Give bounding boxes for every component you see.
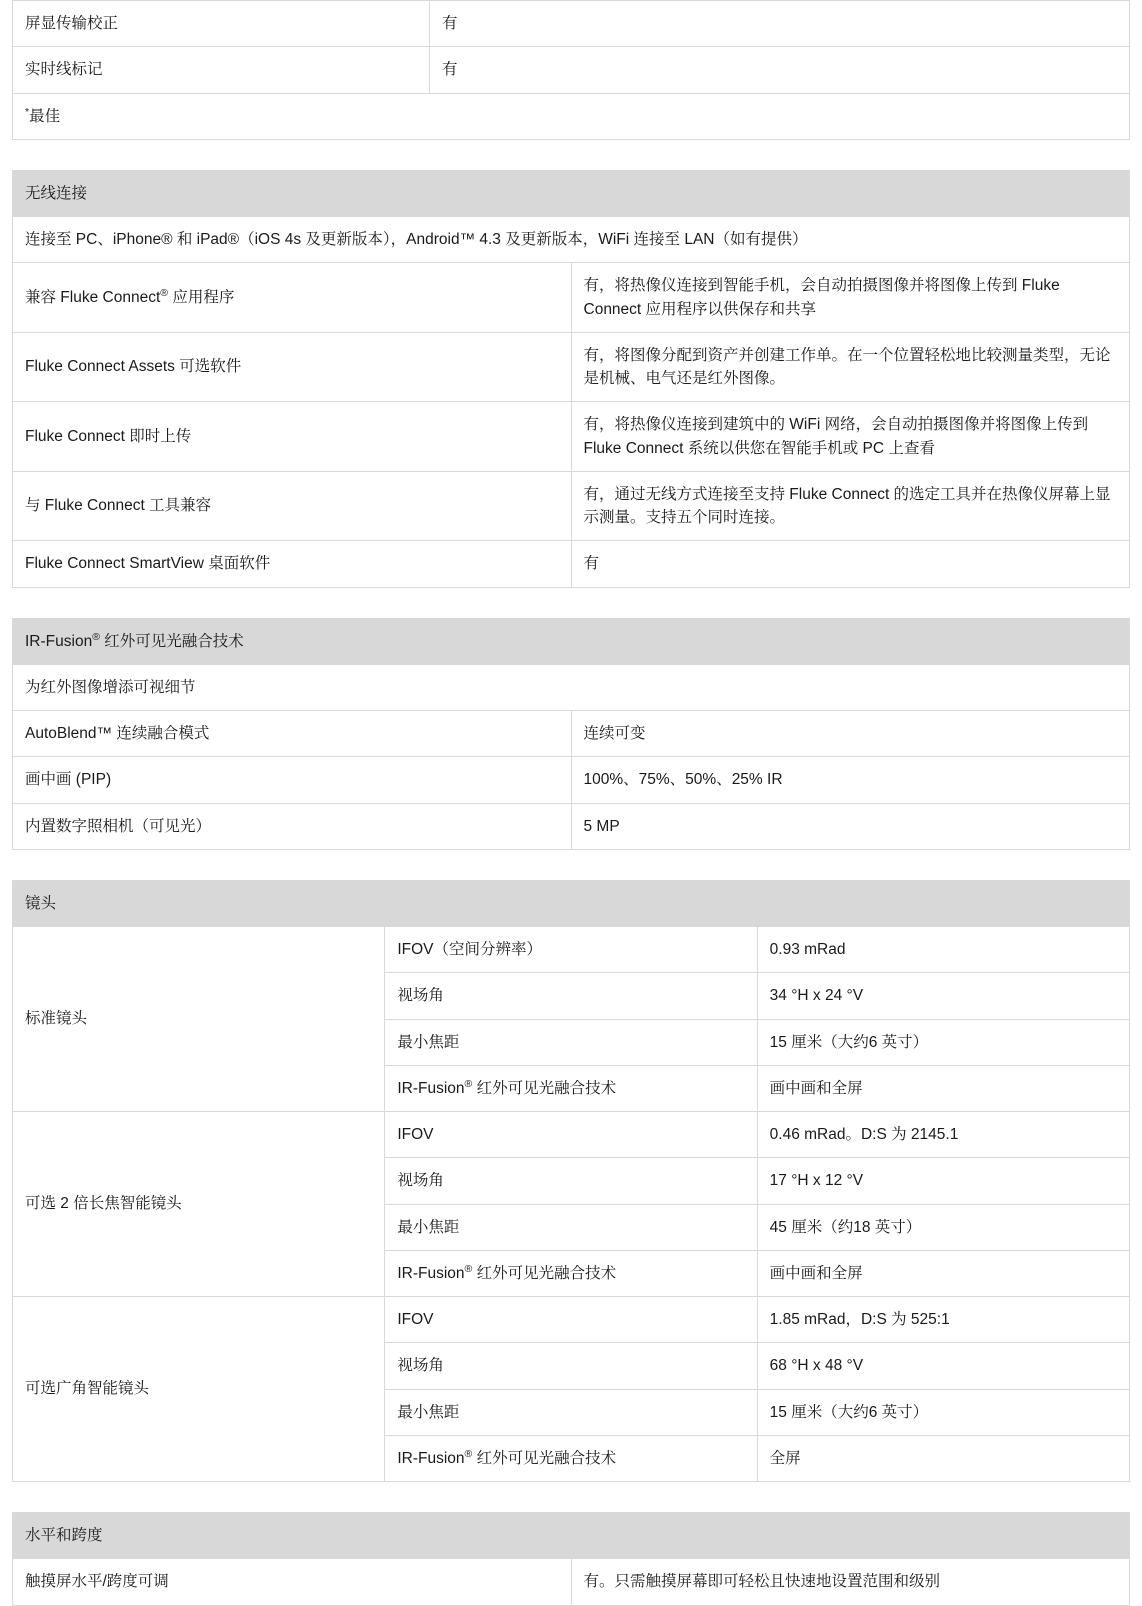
section-spacer (12, 588, 1130, 618)
table-row (13, 332, 1130, 402)
lens-param-text: IR-Fusion (397, 1079, 465, 1097)
level-span-table (12, 1512, 1130, 1606)
wireless-table (12, 170, 1130, 588)
section-title-lens: 镜头 (13, 880, 1130, 926)
footnote-cell (13, 93, 1130, 139)
lens-param (385, 1158, 757, 1204)
lens-param (385, 1250, 757, 1296)
lens-value: 15 厘米（大约6 英寸） (757, 1019, 1129, 1065)
row-label: 触摸屏水平/跨度可调 (13, 1559, 572, 1605)
section-title-level-span: 水平和跨度 (13, 1513, 1130, 1559)
lens-value: 15 厘米（大约6 英寸） (757, 1389, 1129, 1435)
lens-param (385, 1297, 757, 1343)
section-spacer (12, 1482, 1130, 1512)
row-value: 有，通过无线方式连接至支持 Fluke Connect 的选定工具并在热像仪屏幕上显示测量。支持五个同时连接。 (571, 471, 1130, 541)
lens-param (385, 1019, 757, 1065)
row-label: AutoBlend™ 连续融合模式 (13, 711, 572, 757)
lens-table (12, 880, 1130, 1482)
row-label: Fluke Connect Assets 可选软件 (13, 332, 572, 402)
lens-group-name: 可选广角智能镜头 (13, 1297, 385, 1482)
lens-value: 1.85 mRad，D:S 为 525:1 (757, 1297, 1129, 1343)
section-title-wireless: 无线连接 (13, 170, 1130, 216)
row-label-text: 兼容 Fluke Connect (25, 288, 161, 306)
lens-value: 画中画和全屏 (757, 1065, 1129, 1111)
row-label: 屏显传输校正 (13, 1, 430, 47)
row-value: 连续可变 (571, 711, 1130, 757)
section-title-text: IR-Fusion (25, 632, 93, 650)
lens-value: 0.93 mRad (757, 927, 1129, 973)
table-row-footnote (13, 93, 1130, 139)
lens-param (385, 1065, 757, 1111)
lens-param-text: IR-Fusion (397, 1449, 465, 1467)
lens-param-text: 视场角 (397, 1172, 444, 1190)
lens-param-text: 视场角 (397, 987, 444, 1005)
lens-value: 34 °H x 24 °V (757, 973, 1129, 1019)
lens-param-text: 最小焦距 (397, 1403, 460, 1421)
section-spacer (12, 850, 1130, 880)
row-value: 有 (430, 47, 1130, 93)
row-value: 有。只需触摸屏幕即可轻松且快速地设置范围和级别 (571, 1559, 1130, 1605)
table-row (13, 1297, 1130, 1343)
registered-mark: ® (92, 630, 100, 643)
section-spacer (12, 140, 1130, 170)
row-value: 有，将热像仪连接到建筑中的 WiFi 网络，会自动拍摄图像并将图像上传到 Fluke Connect 系统以供您在智能手机或 PC 上查看 (571, 402, 1130, 472)
table-row (13, 1, 1130, 47)
table-row (13, 757, 1130, 803)
footnote-marker: * (25, 105, 30, 118)
section-title-ir-fusion (13, 618, 1130, 664)
row-label: 实时线标记 (13, 47, 430, 93)
lens-value: 17 °H x 12 °V (757, 1158, 1129, 1204)
lens-param-text: IR-Fusion (397, 1264, 465, 1282)
lens-param-text: 最小焦距 (397, 1218, 460, 1236)
row-label: 与 Fluke Connect 工具兼容 (13, 471, 572, 541)
table-row (13, 711, 1130, 757)
lens-param (385, 1435, 757, 1481)
lens-param-text: 视场角 (397, 1357, 444, 1375)
row-value: 有 (430, 1, 1130, 47)
table-row (13, 541, 1130, 587)
footnote-text: 最佳 (29, 107, 61, 125)
row-label-text-post: 应用程序 (168, 288, 235, 306)
lens-group-name: 标准镜头 (13, 927, 385, 1112)
lens-value: 0.46 mRad。D:S 为 2145.1 (757, 1112, 1129, 1158)
row-label: Fluke Connect SmartView 桌面软件 (13, 541, 572, 587)
lens-param (385, 1204, 757, 1250)
table-row (13, 1559, 1130, 1605)
lens-param-text: IFOV (397, 1126, 434, 1143)
row-label: 画中画 (PIP) (13, 757, 572, 803)
lens-param (385, 973, 757, 1019)
lens-group-name: 可选 2 倍长焦智能镜头 (13, 1112, 385, 1297)
lens-value: 68 °H x 48 °V (757, 1343, 1129, 1389)
section-header-row (13, 618, 1130, 664)
lens-param (385, 927, 757, 973)
lens-param-text: 最小焦距 (397, 1033, 460, 1051)
table-row (13, 47, 1130, 93)
section-header-row (13, 880, 1130, 926)
wireless-intro: 连接至 PC、iPhone® 和 iPad®（iOS 4s 及更新版本），Android™ 4.3 及更新版本，WiFi 连接至 LAN（如有提供） (13, 217, 1130, 263)
ir-fusion-intro: 为红外图像增添可视细节 (13, 664, 1130, 710)
display-options-table (12, 0, 1130, 140)
lens-param-text: IFOV (397, 1311, 434, 1328)
lens-value: 45 厘米（约18 英寸） (757, 1204, 1129, 1250)
lens-param-text-post: 红外可见光融合技术 (472, 1079, 617, 1097)
table-row (13, 263, 1130, 333)
row-value: 有 (571, 541, 1130, 587)
lens-value: 画中画和全屏 (757, 1250, 1129, 1296)
table-row (13, 664, 1130, 710)
row-value: 有，将图像分配到资产并创建工作单。在一个位置轻松地比较测量类型，无论是机械、电气还是红外图像。 (571, 332, 1130, 402)
row-label (13, 263, 572, 333)
lens-value: 全屏 (757, 1435, 1129, 1481)
lens-param (385, 1389, 757, 1435)
table-row (13, 927, 1130, 973)
section-header-row (13, 1513, 1130, 1559)
registered-mark: ® (464, 1077, 473, 1090)
section-title-text-post: 红外可见光融合技术 (99, 632, 244, 650)
lens-param (385, 1112, 757, 1158)
table-row (13, 1112, 1130, 1158)
row-value: 有，将热像仪连接到智能手机，会自动拍摄图像并将图像上传到 Fluke Connect 应用程序以供保存和共享 (571, 263, 1130, 333)
table-row (13, 803, 1130, 849)
registered-mark: ® (464, 1262, 473, 1275)
lens-param (385, 1343, 757, 1389)
table-row (13, 217, 1130, 263)
registered-mark: ® (160, 286, 169, 299)
row-label: 内置数字照相机（可见光） (13, 803, 572, 849)
table-row (13, 402, 1130, 472)
lens-param-text: IFOV（空间分辨率） (397, 941, 542, 958)
ir-fusion-table (12, 618, 1130, 850)
lens-param-text-post: 红外可见光融合技术 (472, 1449, 617, 1467)
table-row (13, 471, 1130, 541)
row-label: Fluke Connect 即时上传 (13, 402, 572, 472)
lens-param-text-post: 红外可见光融合技术 (472, 1264, 617, 1282)
row-value: 100%、75%、50%、25% IR (571, 757, 1130, 803)
section-header-row (13, 170, 1130, 216)
row-value: 5 MP (571, 803, 1130, 849)
registered-mark: ® (464, 1447, 473, 1460)
